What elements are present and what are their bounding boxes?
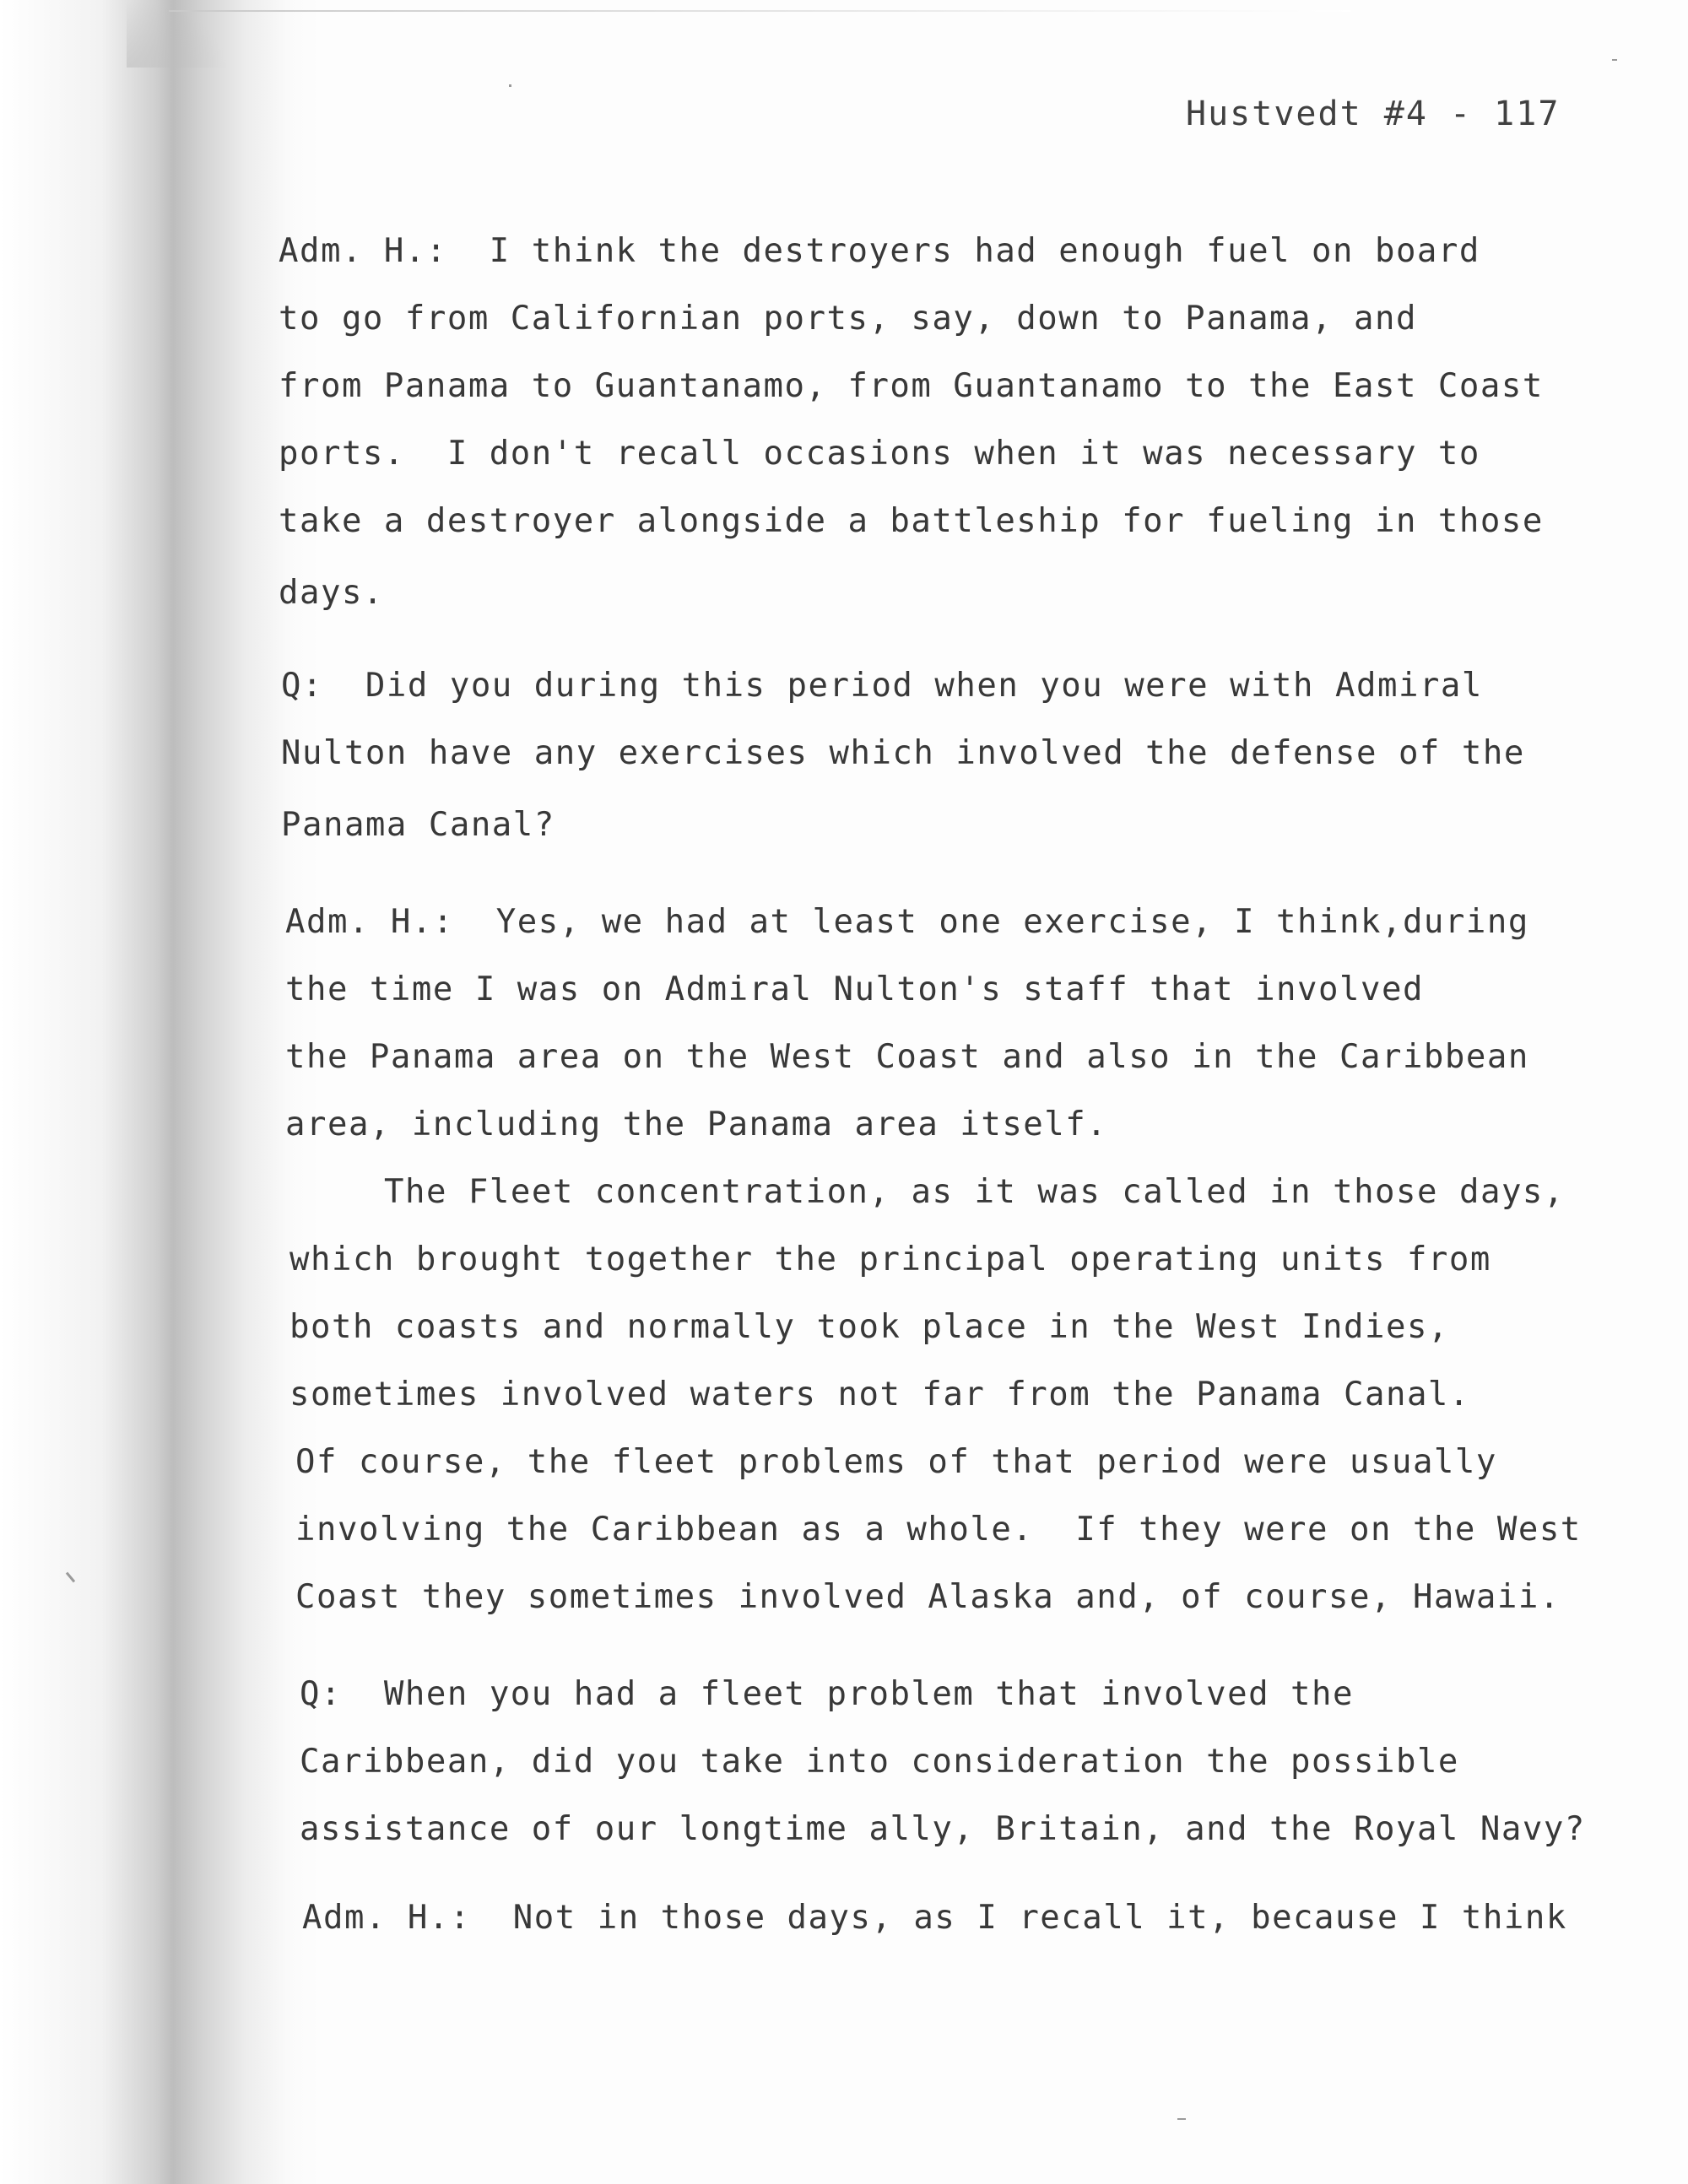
text-line: Adm. H.: I think the destroyers had enough fuel on board xyxy=(279,232,1480,270)
book-binding-shadow xyxy=(0,0,321,2184)
text-line: to go from Californian ports, say, down to Panama, and xyxy=(279,300,1417,338)
text-line: Of course, the fleet problems of that period were usually xyxy=(295,1443,1497,1481)
text-line: Coast they sometimes involved Alaska and, of course, Hawaii. xyxy=(295,1578,1561,1616)
text-line: from Panama to Guantanamo, from Guantanamo to the East Coast xyxy=(279,367,1544,405)
text-line: Q: Did you during this period when you were with Admiral xyxy=(281,667,1483,705)
page-header: Hustvedt #4 - 117 xyxy=(1186,95,1561,133)
text-line: take a destroyer alongside a battleship for fueling in those xyxy=(279,502,1544,540)
text-line: the Panama area on the West Coast and also in the Caribbean xyxy=(285,1038,1529,1076)
text-line: Adm. H.: Not in those days, as I recall it, because I think xyxy=(302,1899,1567,1937)
text-line: Q: When you had a fleet problem that involved the xyxy=(300,1675,1354,1713)
text-line: ports. I don't recall occasions when it was necessary to xyxy=(279,435,1480,473)
scan-speck xyxy=(1612,59,1617,61)
scan-speck xyxy=(1177,2118,1186,2120)
scan-speck xyxy=(509,84,511,87)
text-line: the time I was on Admiral Nulton's staff that involved xyxy=(285,970,1424,1008)
page-top-edge xyxy=(169,10,1350,12)
text-line: Nulton have any exercises which involved the defense of the xyxy=(281,734,1525,772)
text-line: which brought together the principal operating units from xyxy=(289,1241,1491,1279)
text-line: Adm. H.: Yes, we had at least one exercise, I think,during xyxy=(285,903,1529,941)
text-line: area, including the Panama area itself. xyxy=(285,1106,1108,1143)
text-line: both coasts and normally took place in the West Indies, xyxy=(289,1308,1449,1346)
text-line: Panama Canal? xyxy=(281,806,555,844)
text-line: The Fleet concentration, as it was called in those days, xyxy=(384,1173,1565,1211)
text-line: days. xyxy=(279,574,384,612)
text-line: assistance of our longtime ally, Britain, and the Royal Navy? xyxy=(300,1810,1586,1848)
text-line: sometimes involved waters not far from the Panama Canal. xyxy=(289,1376,1470,1414)
text-line: Caribbean, did you take into consideration the possible xyxy=(300,1743,1459,1781)
text-line: involving the Caribbean as a whole. If they were on the West xyxy=(295,1511,1582,1549)
